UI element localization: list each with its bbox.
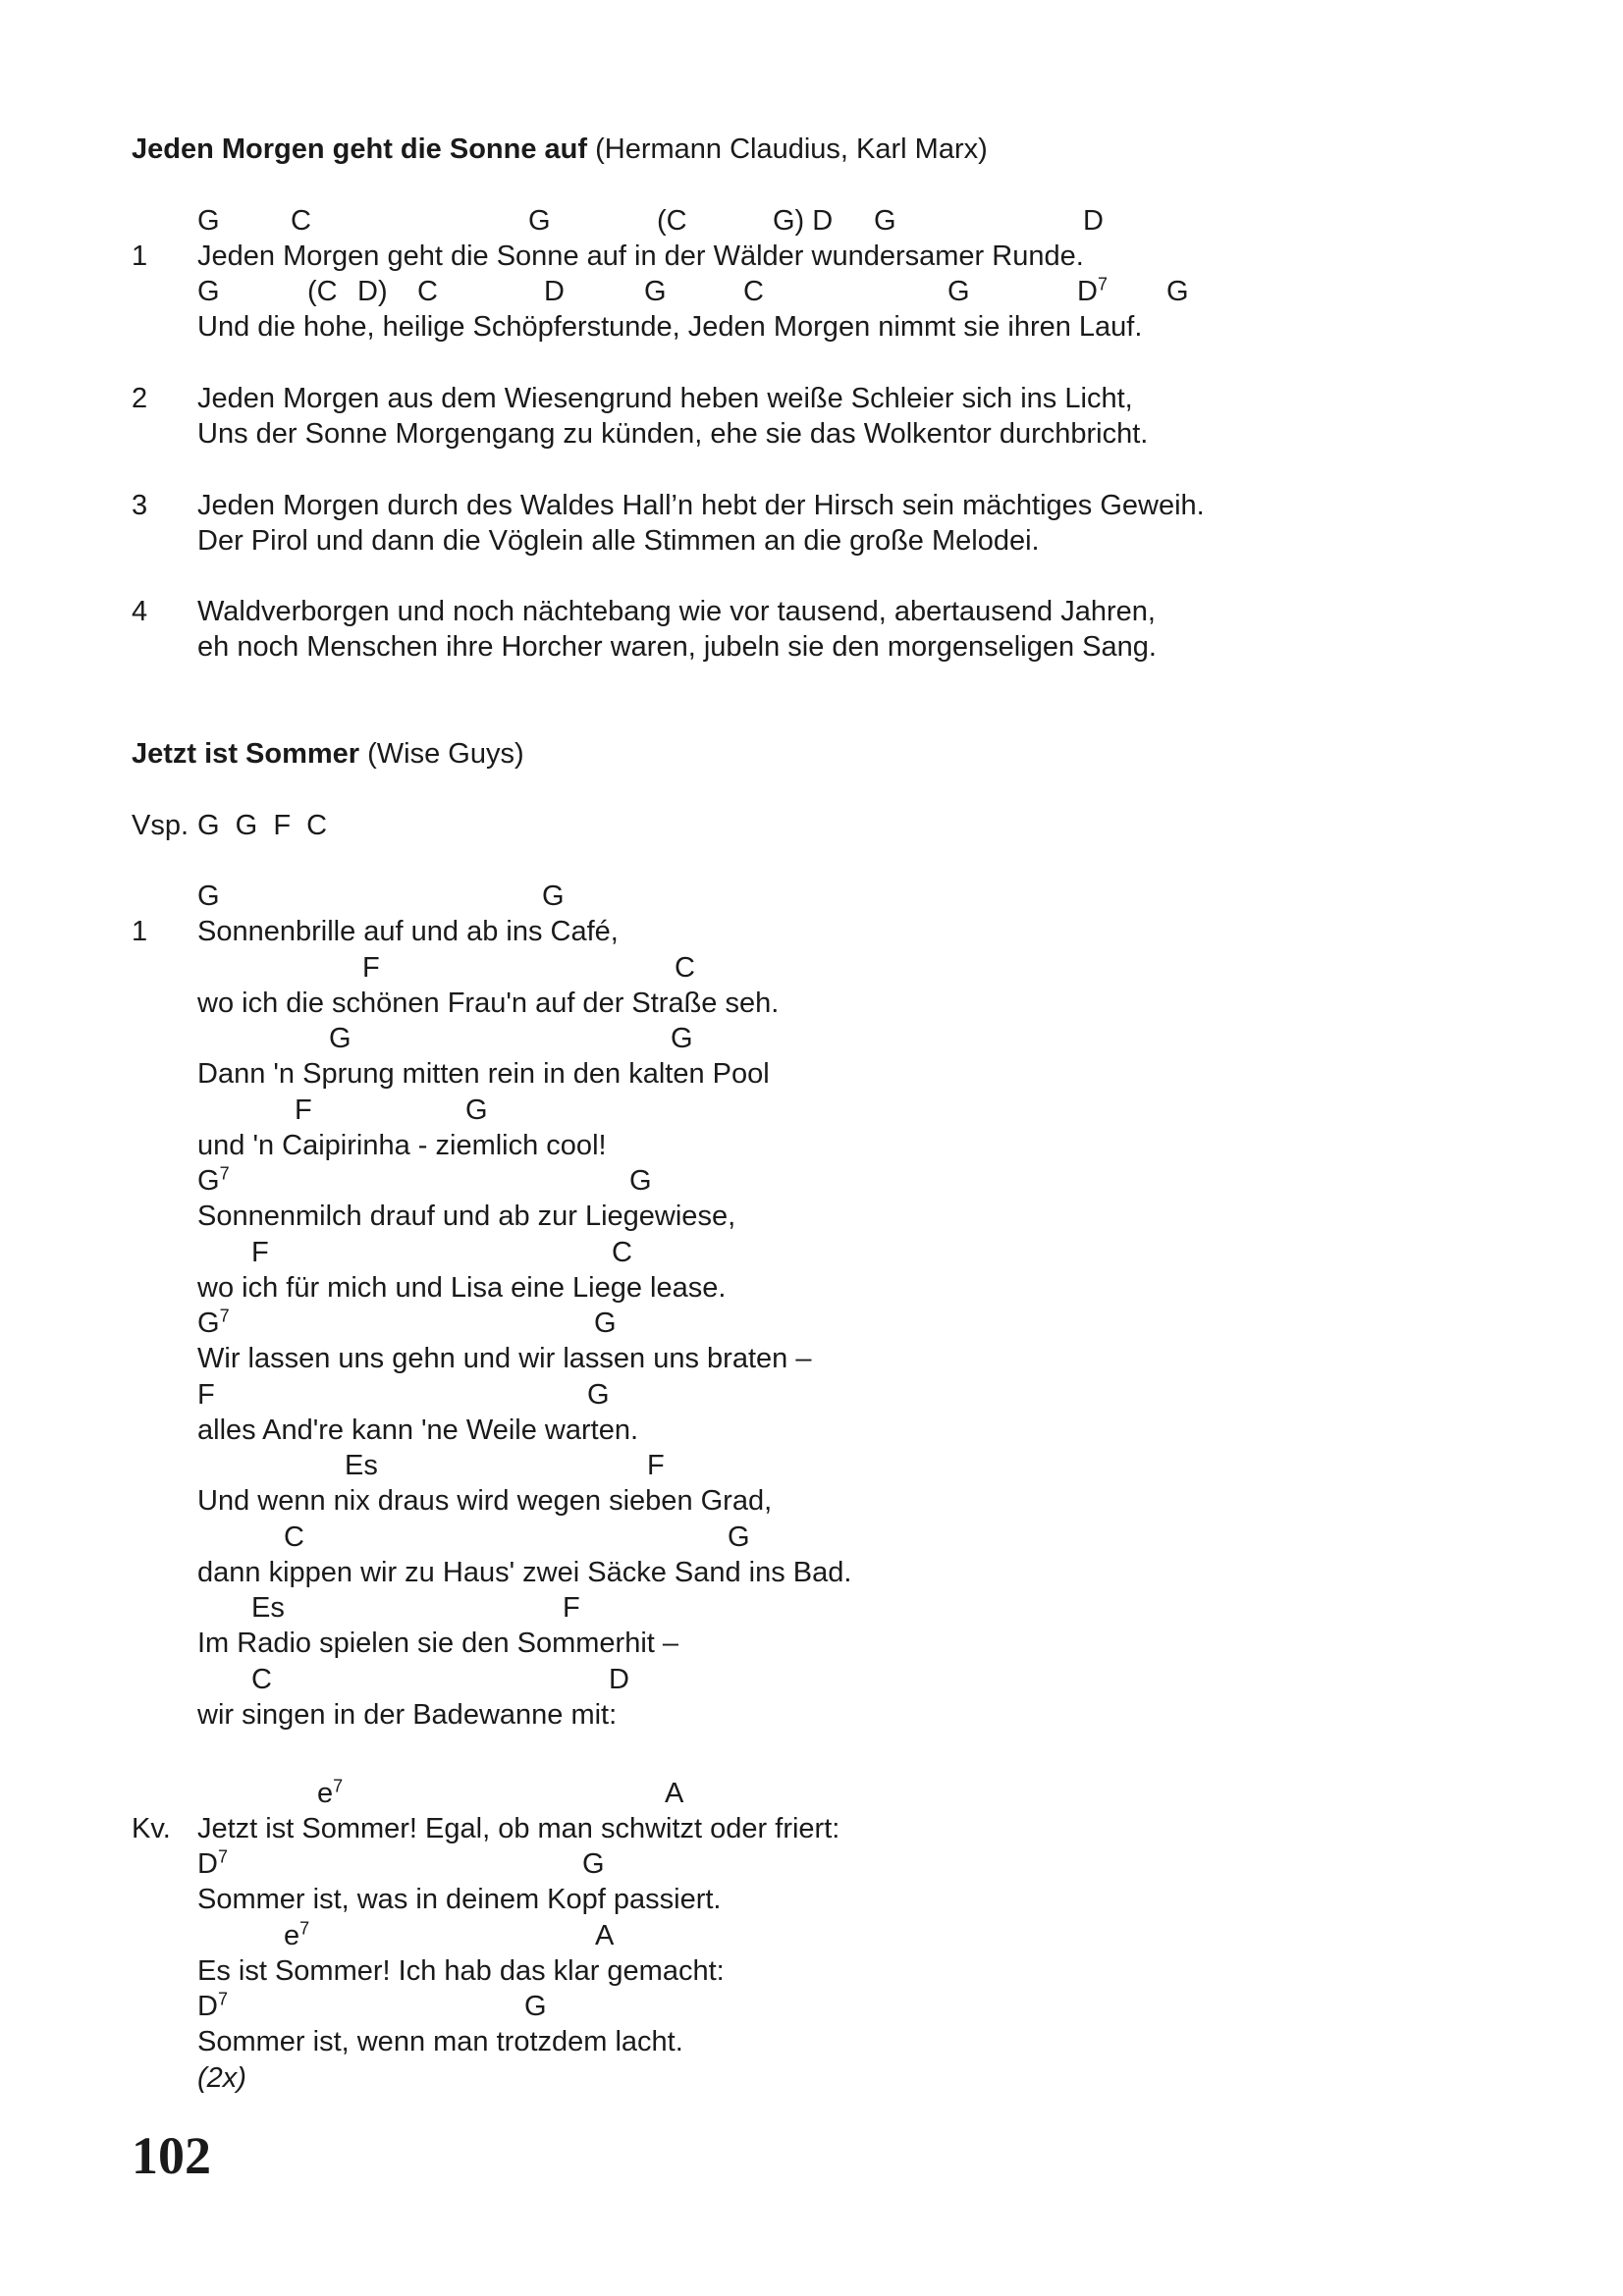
chord: F: [647, 1450, 665, 1481]
chord: A: [665, 1778, 684, 1809]
chord: G: [629, 1165, 652, 1197]
repeat-note: (2x): [197, 2062, 246, 2094]
chord: $G^7$: [197, 1163, 230, 1197]
chord: A: [595, 1920, 615, 1951]
lyric-line: wo ich für mich und Lisa eine Liege lease.: [197, 1272, 727, 1304]
chord: G: [197, 276, 220, 307]
intro-label: Vsp.: [132, 810, 189, 841]
chord: F: [295, 1095, 312, 1126]
lyric-line: Im Radio spielen sie den Sommerhit –: [197, 1628, 679, 1659]
chorus-label: Kv.: [132, 1813, 171, 1844]
chord: G: [542, 881, 565, 912]
lyric-line: Sonnenbrille auf und ab ins Café,: [197, 916, 619, 947]
chord: G: [1166, 276, 1189, 307]
verse-number: 1: [132, 240, 148, 272]
chord: C: [251, 1664, 272, 1695]
verse-number: 3: [132, 490, 148, 521]
chord: D: [609, 1664, 629, 1695]
chord: G: [197, 205, 220, 237]
lyric-line: Sommer ist, was in deinem Kopf passiert.: [197, 1884, 722, 1915]
lyric-line: Es ist Sommer! Ich hab das klar gemacht:: [197, 1955, 725, 1987]
chord: Es: [251, 1592, 285, 1624]
chord: D: [544, 276, 565, 307]
verse-number: 4: [132, 596, 148, 627]
lyric-line: alles And're kann 'ne Weile warten.: [197, 1415, 639, 1446]
chord: G: [728, 1522, 750, 1553]
chord: C: [612, 1237, 632, 1268]
chord: C: [291, 205, 311, 237]
lyric-line: Der Pirol und dann die Vöglein alle Stimmen an die große Melodei.: [197, 525, 1040, 557]
lyric-line: Und die hohe, heilige Schöpferstunde, Jeden Morgen nimmt sie ihren Lauf.: [197, 311, 1143, 343]
chord: C: [743, 276, 764, 307]
chord: C: [417, 276, 438, 307]
chord: C: [284, 1522, 304, 1553]
chord: $G^7$: [197, 1306, 230, 1339]
chord: $e^7$: [284, 1918, 310, 1951]
song-title: Jeden Morgen geht die Sonne auf: [132, 133, 588, 165]
chord: G: [465, 1095, 488, 1126]
chord: $D^7$: [197, 1989, 228, 2022]
lyric-line: Waldverborgen und noch nächtebang wie vor tausend, abertausend Jahren,: [197, 596, 1156, 627]
chord: G: [594, 1308, 617, 1339]
lyric-line: wir singen in der Badewanne mit:: [197, 1699, 618, 1731]
chord: G: [582, 1848, 605, 1880]
intro-chords: G G F C: [197, 810, 328, 841]
lyric-line: Sonnenmilch drauf und ab zur Liegewiese,: [197, 1201, 736, 1232]
chord: G: [587, 1379, 610, 1411]
page-number: 102: [132, 2126, 211, 2185]
chord: F: [197, 1379, 215, 1411]
lyric-line: Und wenn nix draus wird wegen sieben Grad,: [197, 1485, 773, 1517]
lyric-line: dann kippen wir zu Haus' zwei Säcke Sand ins Bad.: [197, 1557, 852, 1588]
chord: G: [329, 1023, 352, 1054]
chord: G: [874, 205, 896, 237]
chord: (C: [307, 276, 338, 307]
chord: G: [644, 276, 667, 307]
chord: $D^7$: [197, 1846, 228, 1880]
lyric-line: Jeden Morgen aus dem Wiesengrund heben weiße Schleier sich ins Licht,: [197, 383, 1133, 414]
lyric-line: eh noch Menschen ihre Horcher waren, jubeln sie den morgenseligen Sang.: [197, 631, 1157, 663]
song-authors: (Wise Guys): [367, 738, 524, 770]
chord: F: [563, 1592, 580, 1624]
chord: D: [1083, 205, 1104, 237]
song-title-line: [132, 133, 988, 166]
lyric-line: Dann 'n Sprung mitten rein in den kalten Pool: [197, 1058, 770, 1090]
lyric-line: Uns der Sonne Morgengang zu künden, ehe sie das Wolkentor durchbricht.: [197, 418, 1149, 450]
lyric-line: Sommer ist, wenn man trotzdem lacht.: [197, 2026, 683, 2057]
chord: G: [197, 881, 220, 912]
chord: G) D: [773, 205, 834, 237]
verse-number: 1: [132, 916, 148, 947]
chord: $e^7$: [317, 1776, 344, 1809]
chord: F: [251, 1237, 269, 1268]
chord: G: [947, 276, 970, 307]
song-title-line: [132, 737, 524, 771]
chord: G: [528, 205, 551, 237]
lyric-line: Jeden Morgen geht die Sonne auf in der Wälder wundersamer Runde.: [197, 240, 1084, 272]
chord: (C: [657, 205, 687, 237]
chord: $D^7$: [1077, 274, 1108, 307]
lyric-line: wo ich die schönen Frau'n auf der Straße seh.: [197, 988, 780, 1019]
chord: Es: [345, 1450, 378, 1481]
lyric-line: und 'n Caipirinha - ziemlich cool!: [197, 1130, 607, 1161]
chord: G: [671, 1023, 693, 1054]
lyric-line: Wir lassen uns gehn und wir lassen uns braten –: [197, 1343, 812, 1374]
song-authors: (Hermann Claudius, Karl Marx): [595, 133, 988, 165]
chord: G: [524, 1991, 547, 2022]
chord: C: [675, 952, 695, 984]
song-title: Jetzt ist Sommer: [132, 738, 360, 770]
lyric-line: Jetzt ist Sommer! Egal, ob man schwitzt oder friert:: [197, 1813, 840, 1844]
chord: D): [357, 276, 388, 307]
lyric-line: Jeden Morgen durch des Waldes Hall’n hebt der Hirsch sein mächtiges Geweih.: [197, 490, 1205, 521]
verse-number: 2: [132, 383, 148, 414]
chord: F: [362, 952, 380, 984]
